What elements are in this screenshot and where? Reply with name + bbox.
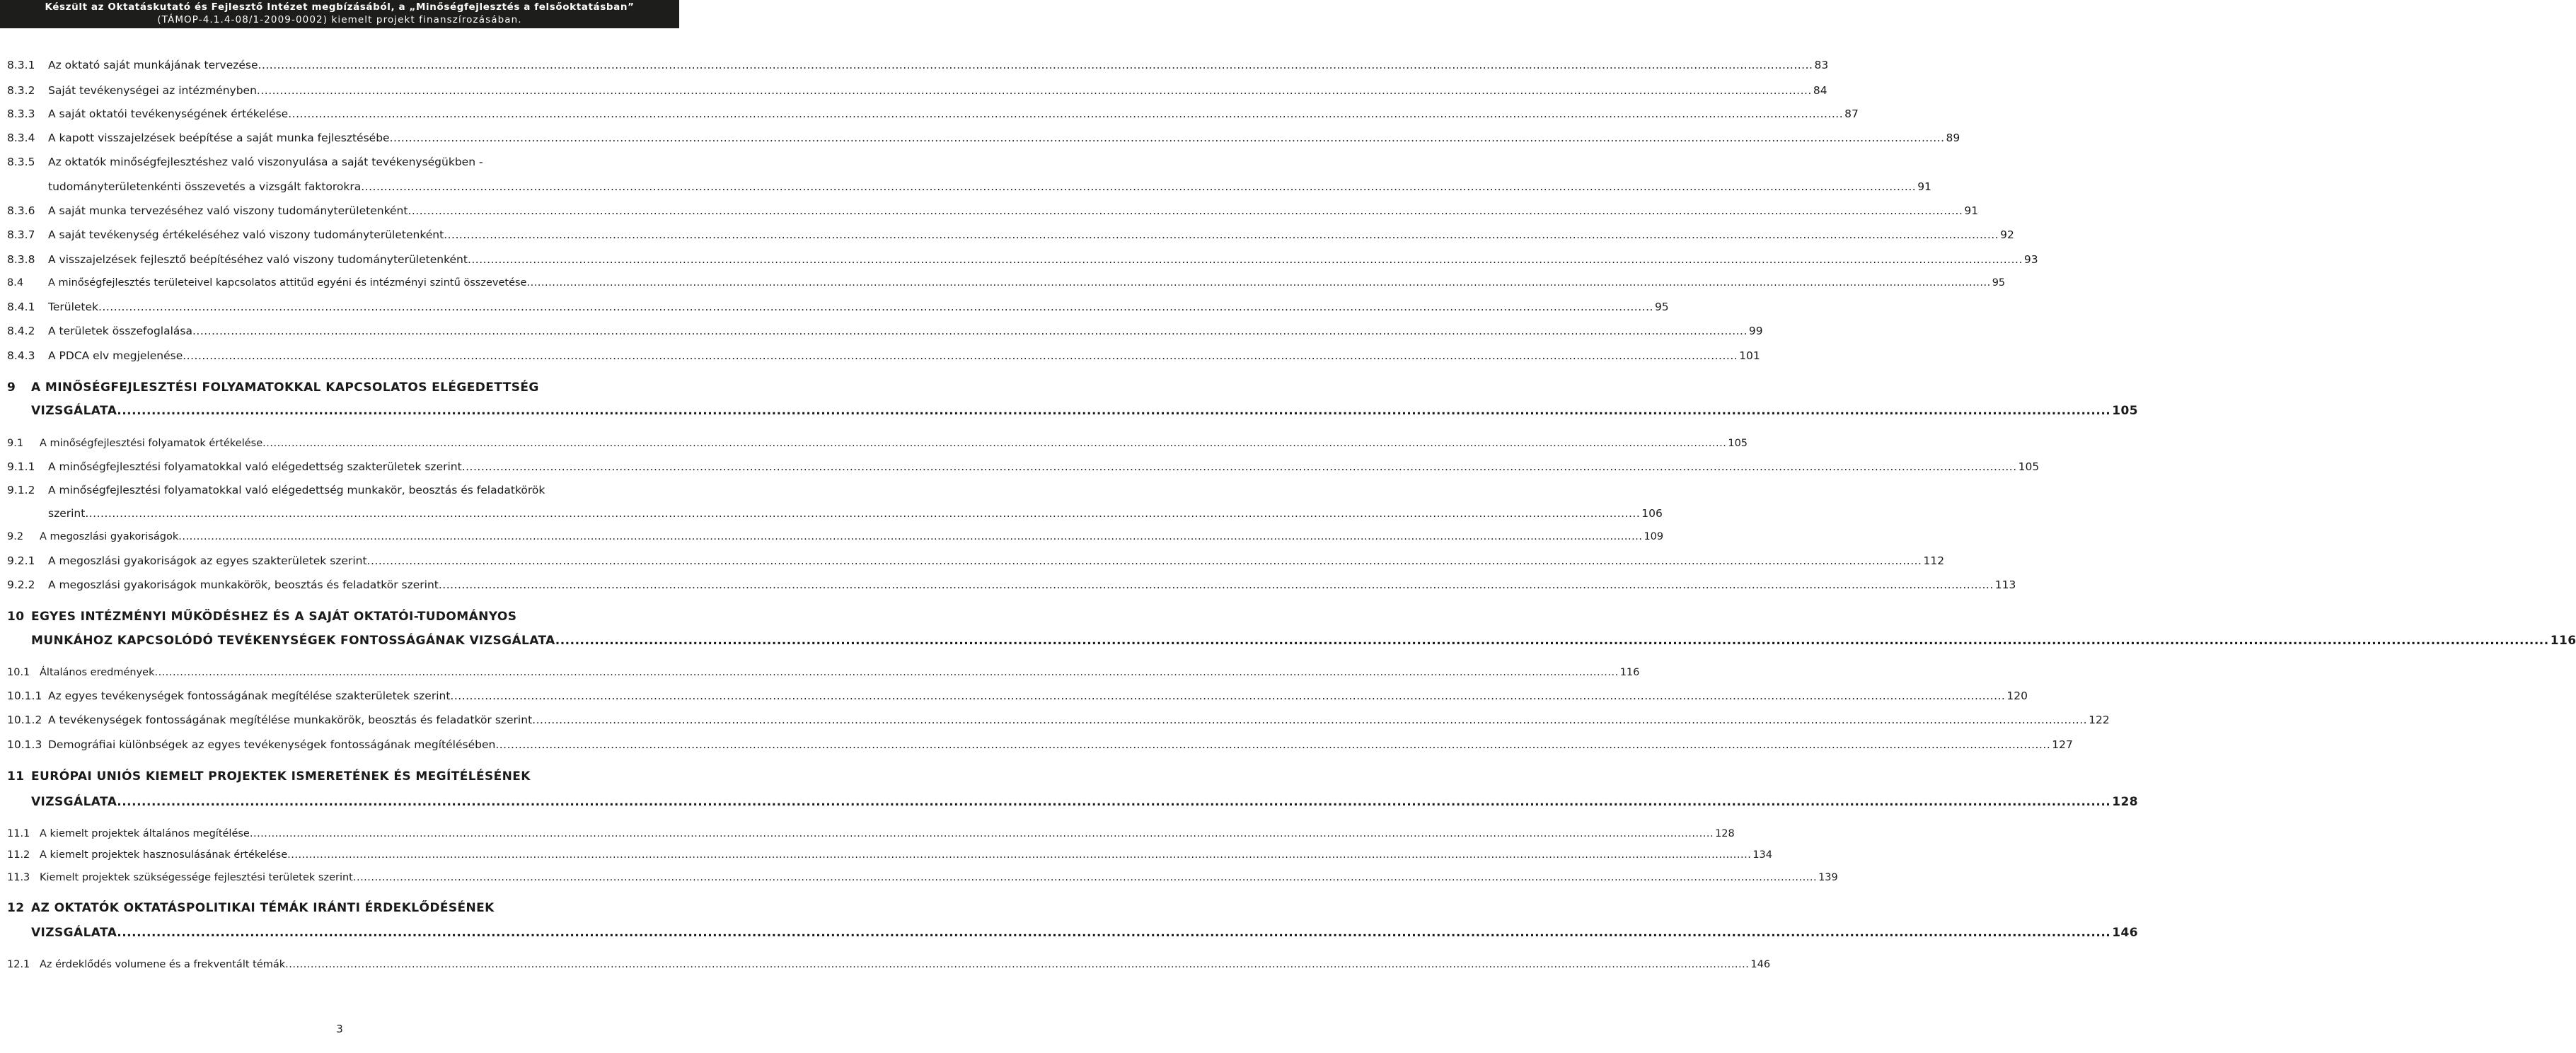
toc-leader — [495, 735, 2050, 754]
toc-number: 8.3.3 — [7, 107, 35, 120]
toc-title: A kiemelt projektek általános megítélése — [40, 828, 250, 839]
toc-page: 112 — [1923, 554, 1945, 567]
toc-entry-continuation[interactable] — [7, 178, 1931, 196]
toc-number: 8.4 — [7, 277, 24, 289]
toc-leader — [258, 56, 1813, 74]
toc-page: 146 — [2112, 926, 2138, 940]
toc-page: 91 — [1964, 204, 1979, 217]
toc-entry[interactable] — [7, 735, 2073, 754]
toc-entry[interactable] — [7, 298, 1669, 316]
toc-number: 8.3.2 — [7, 84, 35, 97]
toc-leader — [183, 347, 1738, 365]
toc-title: A területek összefoglalása — [48, 325, 192, 337]
toc-chapter-entry[interactable] — [7, 607, 675, 626]
toc-entry[interactable] — [7, 250, 2038, 269]
toc-title: A megoszlási gyakoriságok az egyes szakterületek szerint — [48, 554, 367, 567]
toc-entry[interactable] — [7, 202, 1979, 220]
toc-leader — [117, 793, 2110, 811]
header-line-2: (TÁMOP-4.1.4-08/1-2009-0002) kiemelt projekt finanszírozásában. — [157, 14, 522, 25]
toc-number: 9.2.2 — [7, 578, 35, 591]
toc-number: 9.2 — [7, 531, 24, 542]
toc-number: 10.1 — [7, 667, 30, 678]
toc-page: 105 — [2112, 404, 2138, 418]
toc-page: 116 — [2550, 634, 2576, 648]
toc-number: 10.1.1 — [7, 690, 42, 702]
toc-title: A minőségfejlesztési folyamatokkal való elégedettség szakterületek szerint — [48, 460, 462, 473]
toc-title: A minőségfejlesztési folyamatokkal való elégedettség munkakör, beosztás és feladatkörök — [48, 484, 545, 496]
toc-title: A minőségfejlesztés területeivel kapcsolatos attitűd egyéni és intézményi szintű összevetése — [48, 277, 527, 289]
toc-page: 122 — [2089, 714, 2110, 726]
toc-leader — [532, 711, 2087, 729]
toc-chapter-entry[interactable] — [7, 899, 675, 917]
toc-entry[interactable] — [7, 663, 1640, 682]
toc-title: EURÓPAI UNIÓS KIEMELT PROJEKTEK ISMERETÉNEK ÉS MEGÍTÉLÉSÉNEK — [31, 769, 531, 784]
toc-leader — [192, 322, 1748, 340]
toc-title: A tevékenységek fontosságának megítélése munkakörök, beosztás és feladatkör szerint — [48, 714, 533, 726]
toc-page: 87 — [1844, 107, 1859, 120]
toc-entry[interactable] — [7, 129, 1960, 147]
toc-title: AZ OKTATÓK OKTATÁSPOLITIKAI TÉMÁK IRÁNTI ÉRDEKLŐDÉSÉNEK — [31, 901, 495, 915]
toc-entry[interactable] — [7, 481, 675, 499]
toc-number: 8.3.6 — [7, 204, 35, 217]
toc-chapter-entry-continuation[interactable] — [7, 924, 2138, 942]
toc-page: 92 — [2000, 228, 2014, 241]
toc-leader — [285, 955, 1749, 974]
toc-page: 120 — [2006, 690, 2028, 702]
toc-entry[interactable] — [7, 226, 2014, 244]
toc-number: 9.2.1 — [7, 554, 35, 567]
toc-leader — [367, 552, 1922, 570]
toc-title: tudományterületenkénti összevetés a vizsgált faktorokra — [48, 180, 362, 193]
toc-chapter-entry[interactable] — [7, 767, 675, 786]
toc-leader — [450, 687, 2005, 705]
toc-title: A visszajelzések fejlesztő beépítéséhez való viszony tudományterületenként — [48, 253, 468, 266]
toc-entry[interactable] — [7, 347, 1760, 365]
toc-title: A kiemelt projektek hasznosulásának értékelése — [40, 849, 288, 861]
toc-number: 8.4.2 — [7, 325, 35, 337]
toc-leader — [468, 250, 2023, 269]
toc-number: 8.3.7 — [7, 228, 35, 241]
toc-title: EGYES INTÉZMÉNYI MŰKÖDÉSHEZ ÉS A SAJÁT OKTATÓI-TUDOMÁNYOS — [31, 610, 517, 624]
toc-entry[interactable] — [7, 434, 1748, 453]
toc-page: 146 — [1750, 959, 1771, 970]
toc-page: 127 — [2052, 738, 2073, 751]
toc-title: A minőségfejlesztési folyamatok értékelése — [40, 438, 263, 449]
toc-leader — [408, 202, 1963, 220]
header-line-1: Készült az Oktatáskutató és Fejlesztő Intézet megbízásából, a „Minőségfejlesztés a felsőoktatásban” — [45, 1, 635, 13]
toc-entry-continuation[interactable] — [7, 504, 1663, 523]
toc-leader — [250, 825, 1714, 843]
toc-page: 101 — [1739, 349, 1760, 362]
toc-entry[interactable] — [7, 153, 675, 171]
toc-page: 105 — [1728, 438, 1748, 449]
toc-page: 89 — [1946, 132, 1960, 144]
toc-entry[interactable] — [7, 846, 1773, 864]
toc-title: VIZSGÁLATA — [31, 926, 117, 940]
toc-entry[interactable] — [7, 105, 1859, 123]
toc-chapter-entry-continuation[interactable] — [7, 402, 2138, 420]
toc-page: 99 — [1748, 325, 1763, 337]
toc-entry[interactable] — [7, 56, 1829, 74]
toc-chapter-entry-continuation[interactable] — [7, 793, 2138, 811]
toc-number: 8.3.1 — [7, 59, 35, 71]
toc-page: 84 — [1813, 84, 1827, 97]
toc-entry[interactable] — [7, 552, 1945, 570]
toc-page: 128 — [2112, 795, 2138, 809]
toc-page: 128 — [1715, 828, 1735, 839]
toc-number: 12.1 — [7, 959, 30, 970]
toc-title: Kiemelt projektek szükségessége fejlesztési területek szerint — [40, 872, 353, 883]
toc-entry[interactable] — [7, 711, 2110, 729]
toc-title: A saját tevékenység értékeléséhez való viszony tudományterületenként — [48, 228, 444, 241]
toc-entry[interactable] — [7, 528, 1664, 546]
toc-entry[interactable] — [7, 274, 2006, 292]
toc-number: 8.3.4 — [7, 132, 35, 144]
toc-number: 9.1 — [7, 438, 24, 449]
toc-page: 116 — [1619, 667, 1640, 678]
toc-leader — [178, 528, 1642, 546]
toc-number: 9.1.2 — [7, 484, 35, 496]
toc-title: Az egyes tevékenységek fontosságának megítélése szakterületek szerint — [48, 690, 451, 702]
toc-leader — [555, 632, 2549, 650]
toc-number: 11.1 — [7, 828, 30, 839]
toc-page: 95 — [1654, 301, 1669, 313]
toc-title: A PDCA elv megjelenése — [48, 349, 183, 362]
toc-leader — [444, 226, 1999, 244]
toc-number: 9.1.1 — [7, 460, 35, 473]
toc-title: A kapott visszajelzések beépítése a saját munka fejlesztésébe — [48, 132, 390, 144]
toc-page: 105 — [2018, 460, 2040, 473]
toc-leader — [117, 402, 2110, 420]
toc-title: VIZSGÁLATA — [31, 795, 117, 809]
toc-number: 8.4.3 — [7, 349, 35, 362]
toc-number: 8.4.1 — [7, 301, 35, 313]
page-header — [0, 0, 679, 28]
toc-number: 12 — [7, 901, 25, 915]
toc-title: Demográfiai különbségek az egyes tevékenységek fontosságának megítélésében — [48, 738, 496, 751]
toc-page: 134 — [1752, 849, 1773, 861]
toc-leader — [98, 298, 1653, 316]
toc-number: 11 — [7, 769, 25, 784]
toc-title: A saját munka tervezéséhez való viszony tudományterületenként — [48, 204, 408, 217]
toc-number: 9 — [7, 380, 16, 395]
toc-entry[interactable] — [7, 868, 1838, 887]
toc-leader — [288, 105, 1843, 123]
toc-leader — [117, 924, 2110, 942]
toc-leader — [462, 458, 2017, 476]
toc-number: 8.3.8 — [7, 253, 35, 266]
toc-entry[interactable] — [7, 322, 1763, 340]
toc-title: Területek — [48, 301, 98, 313]
toc-chapter-entry[interactable] — [7, 378, 675, 397]
toc-title: Saját tevékenységei az intézményben — [48, 84, 257, 97]
toc-leader — [257, 81, 1812, 100]
toc-leader — [439, 576, 1994, 594]
toc-title: MUNKÁHOZ KAPCSOLÓDÓ TEVÉKENYSÉGEK FONTOSSÁGÁNAK VIZSGÁLATA — [31, 634, 555, 648]
toc-leader — [361, 178, 1916, 196]
toc-page: 93 — [2023, 253, 2038, 266]
toc-page: 95 — [1992, 277, 2006, 289]
toc-title: Az érdeklődés volumene és a frekventált témák — [40, 959, 286, 970]
toc-page: 113 — [1994, 578, 2016, 591]
toc-number: 10.1.3 — [7, 738, 42, 751]
toc-chapter-entry-continuation[interactable] — [7, 632, 2576, 650]
toc-number: 8.3.5 — [7, 156, 35, 168]
toc-leader — [154, 663, 1618, 682]
toc-page: 83 — [1814, 59, 1829, 71]
toc-number: 10 — [7, 610, 25, 624]
toc-page: 91 — [1917, 180, 1931, 193]
toc-number: 11.2 — [7, 849, 30, 861]
toc-title: Az oktatók minőségfejlesztéshez való viszonyulása a saját tevékenységükben - — [48, 156, 483, 168]
toc-entry[interactable] — [7, 687, 2028, 705]
toc-number: 11.3 — [7, 872, 30, 883]
toc-title: Az oktató saját munkájának tervezése — [48, 59, 258, 71]
toc-leader — [85, 504, 1640, 523]
toc-page: 139 — [1818, 872, 1838, 883]
toc-entry[interactable] — [7, 825, 1735, 843]
toc-title: szerint — [48, 507, 86, 520]
toc-title: Általános eredmények — [40, 667, 155, 678]
toc-entry[interactable] — [7, 576, 2016, 594]
toc-title: A MINŐSÉGFEJLESZTÉSI FOLYAMATOKKAL KAPCSOLATOS ELÉGEDETTSÉG — [31, 380, 539, 395]
toc-entry[interactable] — [7, 458, 2040, 476]
page-number: 3 — [336, 1023, 343, 1035]
toc-number: 10.1.2 — [7, 714, 42, 726]
toc-leader — [353, 868, 1817, 887]
toc-leader — [390, 129, 1945, 147]
toc-entry[interactable] — [7, 955, 1771, 974]
toc-title: VIZSGÁLATA — [31, 404, 117, 418]
toc-page: 109 — [1644, 531, 1664, 542]
toc-leader — [262, 434, 1726, 453]
toc-page: 106 — [1641, 507, 1663, 520]
toc-title: A saját oktatói tevékenységének értékelése — [48, 107, 289, 120]
toc-leader — [526, 274, 1990, 292]
toc-leader — [287, 846, 1751, 864]
toc-title: A megoszlási gyakoriságok — [40, 531, 179, 542]
toc-entry[interactable] — [7, 81, 1827, 100]
toc-title: A megoszlási gyakoriságok munkakörök, beosztás és feladatkör szerint — [48, 578, 439, 591]
